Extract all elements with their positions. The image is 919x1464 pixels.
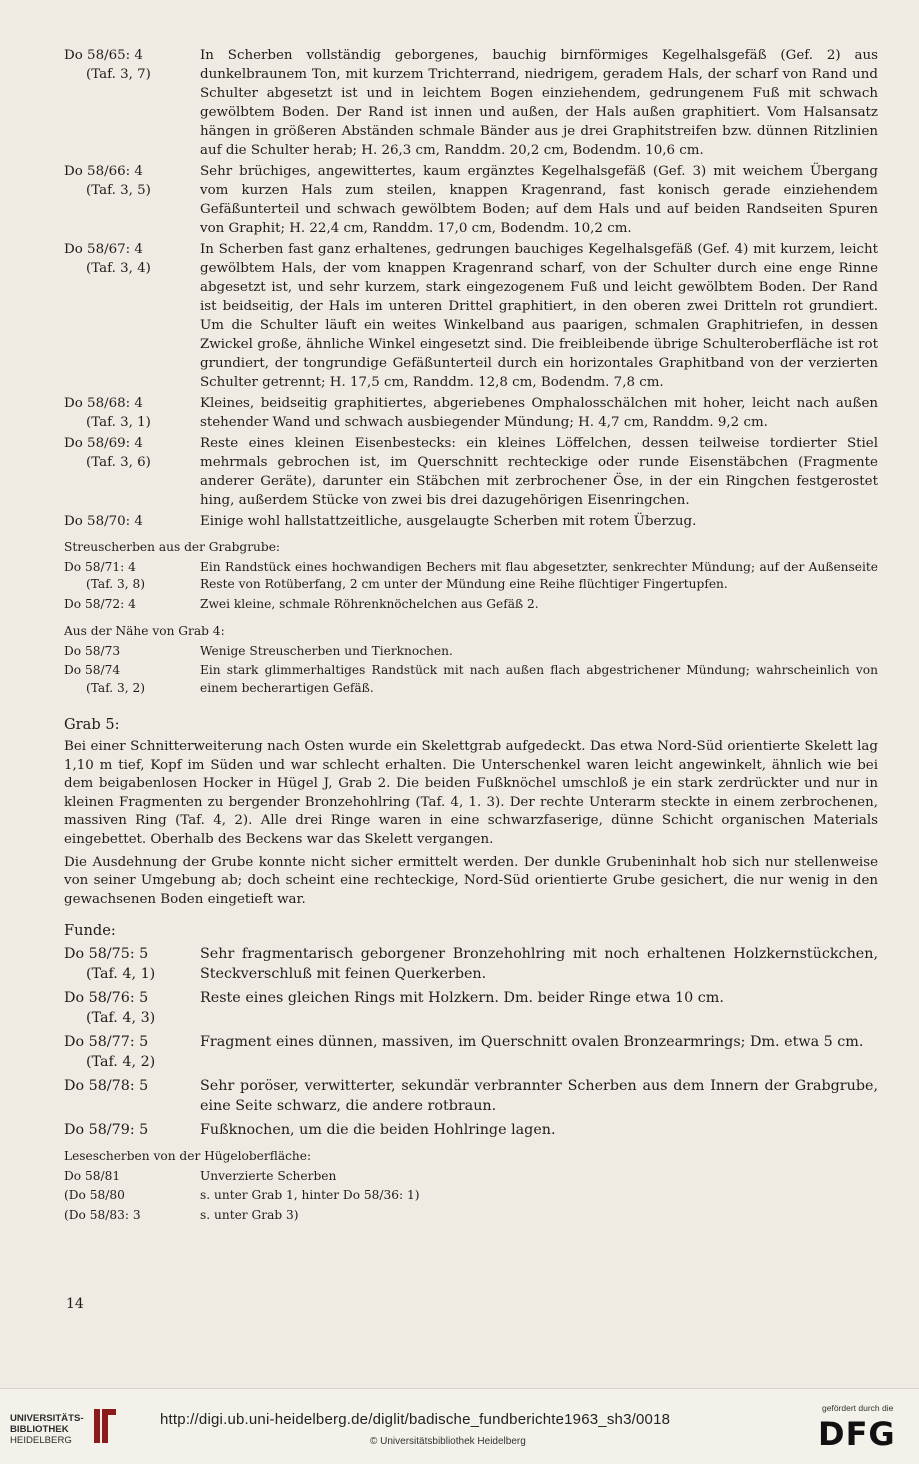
plate-reference: (Taf. 3, 7)	[86, 67, 151, 82]
find-description: Einige wohl hallstattzeitliche, ausgelaugte Scherben mit rotem Überzug.	[200, 514, 697, 529]
copyright-text: © Universitätsbibliothek Heidelberg	[370, 1436, 526, 1447]
list-item	[64, 559, 878, 594]
inventory-number: Do 58/74	[64, 663, 121, 677]
library-logo-icon	[92, 1407, 118, 1445]
list-item	[64, 46, 878, 160]
find-description: Zwei kleine, schmale Röhrenknöchelchen aus Gefäß 2.	[200, 596, 539, 611]
find-description: In Scherben fast ganz erhaltenes, gedrungen bauchiges Kegelhalsgefäß (Gef. 4) mit kurzem, leicht gewölbtem Hals, der vom knappen Kragenrand scharf, von der Schulter durch eine enge Rinne abgesetzt ist, und sehr kurzem, stark eingezogenem Fuß und leicht gewölbtem Boden. Der Rand ist beidseitig, der Hals im unteren Drittel graphitiert, in den oberen zwei Dritteln rot grundiert. Um die Schulter läuft ein weites Winkelband aus paarigen, schmalen Graphitriefen, in dessen Zwickel große, ähnliche Winkel eingesetzt sind. Die freibleibende übrige Schulteroberfläche ist rot grundiert, der tongrundige Gefäßunterteil durch ein horizontales Graphitband von der verzierten Schulter getrennt; H. 17,5 cm, Randdm. 12,8 cm, Bodendm. 7,8 cm.	[200, 242, 878, 390]
inventory-number: Do 58/77: 5	[64, 1034, 149, 1051]
list-item	[64, 394, 878, 432]
list-item	[64, 1032, 878, 1072]
find-description: In Scherben vollständig geborgenes, bauchig birnförmiges Kegelhalsgefäß (Gef. 2) aus dunkelbraunem Ton, mit kurzem Trichterrand, niedrigem, geradem Hals, der scharf von Rand und Schulter abgesetzt ist und in leichtem Bogen einziehendem, gedrungenem Fuß mit schwach gewölbtem Boden. Der Rand ist innen und außen, der Hals außen graphitiert. Vom Halsansatz hängen in größeren Abständen schmale Bänder aus je drei Graphitstreifen bzw. dünnen Ritzlinien auf die Schulter herab; H. 26,3 cm, Randdm. 20,2 cm, Bodendm. 10,6 cm.	[200, 48, 878, 158]
naehe-heading: Aus der Nähe von Grab 4:	[64, 624, 225, 638]
find-description: Reste eines kleinen Eisenbestecks: ein kleines Löffelchen, dessen teilweise tordierter Stiel mehrmals gebrochen ist, im Querschnitt rechteckige oder runde Eisenstäbchen (Fragmente anderer Geräte), darunter ein Stäbchen mit zerbrochener Öse, in der ein Ringchen festgerostet hing, außerdem Stücke von zwei bis drei dazugehörigen Eisenringchen.	[200, 436, 878, 508]
grab5-paragraph-2: Die Ausdehnung der Grube konnte nicht sicher ermittelt werden. Der dunkle Grubeninhalt hob sich nur stellenweise von seiner Umgebung ab; doch scheint eine rechteckige, Nord-Süd orientierte Grube gesichert, die nur wenig in den gewachsenen Boden eingetieft war.	[64, 854, 878, 907]
grab5-heading: Grab 5:	[64, 716, 120, 733]
inventory-number: Do 58/79: 5	[64, 1122, 149, 1139]
find-description: s. unter Grab 3)	[200, 1207, 299, 1222]
inventory-number: (Do 58/83: 3	[64, 1207, 141, 1222]
list-item	[64, 944, 878, 984]
plate-reference: (Taf. 4, 3)	[86, 1010, 156, 1027]
page-content	[64, 46, 878, 1226]
find-description: Sehr poröser, verwitterter, sekundär verbrannter Scherben aus dem Innern der Grabgrube, eine Seite schwarz, die andere rotbraun.	[200, 1078, 878, 1115]
inventory-number: (Do 58/80	[64, 1188, 125, 1203]
find-description: Ein Randstück eines hochwandigen Bechers mit flau abgesetzter, senkrechter Mündung; auf der Außenseite Reste von Rotüberfang, 2 cm unter der Mündung eine Reihe flüchtiger Fingertupfen.	[200, 559, 878, 591]
entry-list-funde	[64, 944, 878, 1140]
list-item	[64, 434, 878, 510]
inventory-number: Do 58/68: 4	[64, 396, 143, 411]
inventory-number: Do 58/70: 4	[64, 514, 143, 529]
inventory-number: Do 58/72: 4	[64, 596, 136, 611]
find-description: Sehr brüchiges, angewittertes, kaum ergänztes Kegelhalsgefäß (Gef. 3) mit weichem Übergang vom kurzen Hals zum steilen, knappen Kragenrand, fast konisch gerade einziehendem Gefäßunterteil und schwach gewölbtem Boden; auf dem Hals und auf beiden Randseiten Spuren von Graphit; H. 22,4 cm, Randdm. 17,0 cm, Bodendm. 10,2 cm.	[200, 164, 878, 236]
library-name: UNIVERSITÄTS- BIBLIOTHEK HEIDELBERG	[10, 1413, 84, 1446]
plate-reference: (Taf. 3, 6)	[86, 455, 151, 470]
list-item	[64, 1120, 878, 1140]
find-description: s. unter Grab 1, hinter Do 58/36: 1)	[200, 1188, 420, 1203]
footer-bar	[0, 1388, 919, 1464]
inventory-number: Do 58/81	[64, 1168, 121, 1183]
inventory-number: Do 58/75: 5	[64, 946, 149, 963]
inventory-number: Do 58/73	[64, 643, 121, 658]
entry-list-naehe	[64, 643, 878, 698]
plate-reference: (Taf. 3, 1)	[86, 415, 151, 430]
find-description: Ein stark glimmerhaltiges Randstück mit nach außen flach abgestrichener Mündung; wahrscheinlich von einem becherartigen Gefäß.	[200, 663, 878, 695]
grab5-paragraph-1: Bei einer Schnitterweiterung nach Osten wurde ein Skelettgrab aufgedeckt. Das etwa Nord-Süd orientierte Skelett lag 1,10 m tief, Kopf im Süden und war schlecht erhalten. Die Unterschenkel waren leicht angewinkelt, ähnlich wie bei dem beigabenlosen Hocker in Hügel J, Grab 2. Die beiden Fußknöchel umschloß je ein stark zerdrückter und nur in kleinen Fragmenten zu bergender Bronzehohlring (Taf. 4, 1. 3). Der rechte Unterarm steckte in einem zerbrochenen, massiven Ring (Taf. 4, 2). Alle drei Ringe waren in eine schwarzfaserige, dünne Schicht organischen Materials eingebettet. Oberhalb des Beckens war das Skelett vergangen.	[64, 739, 878, 847]
find-description: Unverzierte Scherben	[200, 1168, 337, 1183]
inventory-number: Do 58/78: 5	[64, 1078, 149, 1095]
find-description: Wenige Streuscherben und Tierknochen.	[200, 643, 453, 658]
list-item	[64, 596, 878, 614]
find-description: Kleines, beidseitig graphitiertes, abgeriebenes Omphalosschälchen mit hoher, leicht nach außen stehender Wand und schwach ausbiegender Mündung; H. 4,7 cm, Randdm. 9,2 cm.	[200, 396, 878, 430]
plate-reference: (Taf. 4, 1)	[86, 966, 156, 983]
plate-reference: (Taf. 3, 8)	[86, 577, 146, 591]
inventory-number: Do 58/67: 4	[64, 242, 143, 257]
plate-reference: (Taf. 3, 5)	[86, 183, 151, 198]
find-description: Reste eines gleichen Rings mit Holzkern. Dm. beider Ringe etwa 10 cm.	[200, 990, 724, 1007]
list-item	[64, 1207, 878, 1225]
list-item	[64, 512, 878, 531]
entry-list-lesescherben	[64, 1168, 878, 1225]
find-description: Fragment eines dünnen, massiven, im Querschnitt ovalen Bronzearmrings; Dm. etwa 5 cm.	[200, 1034, 864, 1051]
plate-reference: (Taf. 4, 2)	[86, 1054, 156, 1071]
page-number: 14	[66, 1296, 84, 1312]
list-item	[64, 162, 878, 238]
lesescherben-heading: Lesescherben von der Hügeloberfläche:	[64, 1149, 312, 1164]
entry-list-grab4	[64, 46, 878, 531]
streuscherben-heading: Streuscherben aus der Grabgrube:	[64, 540, 281, 554]
list-item	[64, 1187, 878, 1205]
find-description: Sehr fragmentarisch geborgener Bronzehohlring mit noch erhaltenen Holzkernstückchen, Steckverschluß mit feinen Querkerben.	[200, 946, 878, 983]
inventory-number: Do 58/71: 4	[64, 559, 136, 574]
inventory-number: Do 58/76: 5	[64, 990, 149, 1007]
find-description: Fußknochen, um die die beiden Hohlringe lagen.	[200, 1122, 556, 1139]
list-item	[64, 1076, 878, 1116]
inventory-number: Do 58/65: 4	[64, 48, 143, 63]
list-item	[64, 988, 878, 1028]
dfg-funding-note: gefördert durch die	[822, 1403, 894, 1413]
list-item	[64, 240, 878, 392]
inventory-number: Do 58/66: 4	[64, 164, 143, 179]
dfg-logo: DFG	[818, 1415, 896, 1453]
plate-reference: (Taf. 3, 2)	[86, 680, 146, 695]
entry-list-streuscherben	[64, 559, 878, 614]
document-url-link[interactable]: http://digi.ub.uni-heidelberg.de/diglit/badische_fundberichte1963_sh3/0018	[160, 1411, 671, 1428]
list-item	[64, 1168, 878, 1186]
list-item	[64, 643, 878, 661]
list-item	[64, 662, 878, 697]
plate-reference: (Taf. 3, 4)	[86, 261, 151, 276]
funde-heading: Funde:	[64, 922, 116, 940]
inventory-number: Do 58/69: 4	[64, 436, 143, 451]
